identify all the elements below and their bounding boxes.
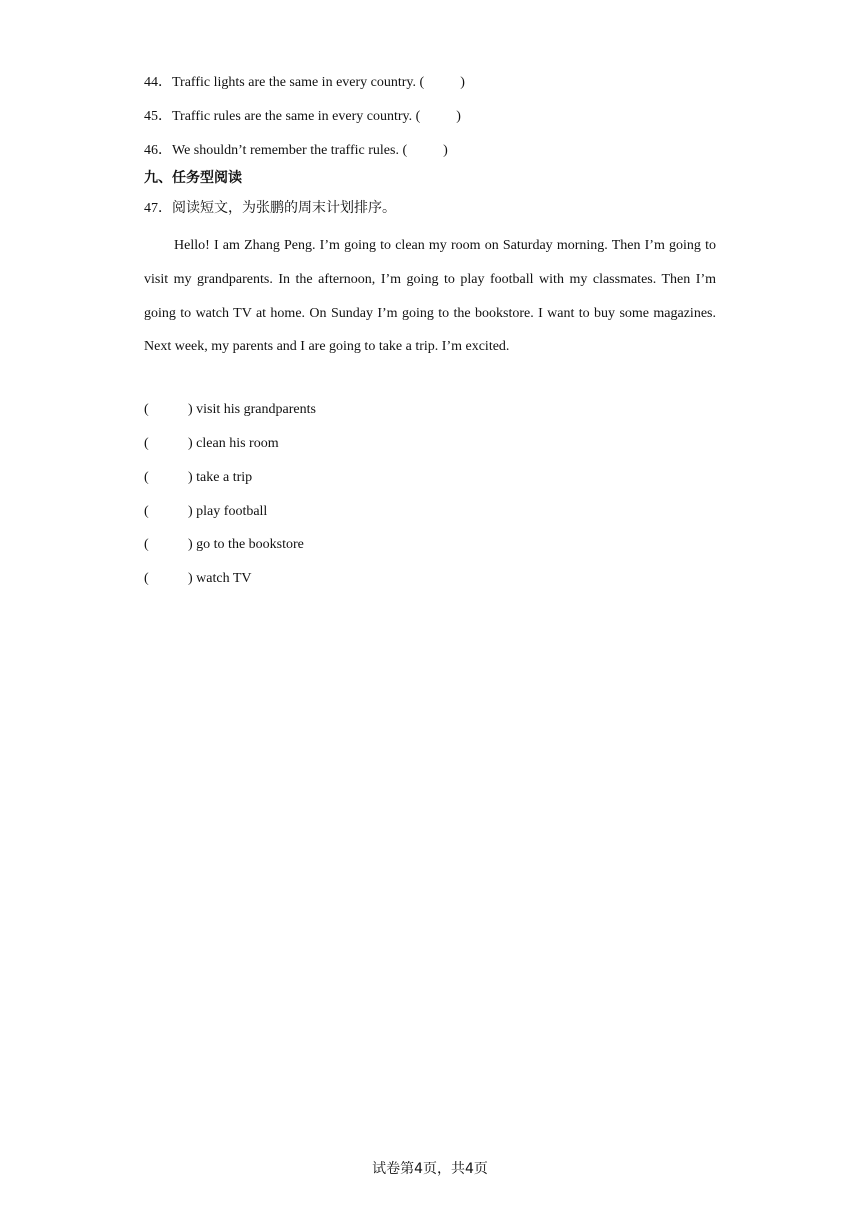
- order-option: [144, 469, 252, 487]
- option-text: play football: [196, 504, 268, 519]
- question-number: 47．: [144, 201, 172, 216]
- question-45: [144, 108, 461, 126]
- option-close-paren: ): [188, 571, 193, 586]
- option-text: go to the bookstore: [196, 537, 304, 552]
- order-option: [144, 503, 267, 521]
- option-open-paren[interactable]: (: [144, 504, 149, 519]
- option-close-paren: ): [188, 537, 193, 552]
- question-44: [144, 74, 465, 92]
- option-close-paren: ): [188, 436, 193, 451]
- option-text: watch TV: [196, 571, 252, 586]
- order-option: [144, 570, 252, 588]
- reading-passage: Hello! I am Zhang Peng. I’m going to clean my room on Saturday morning. Then I’m going to visit my grandparents. In the afternoon, I’m going to play football with my classmates. Then I’m going to watch TV at home. On Sunday I’m going to the bookstore. I want to buy some magazines. Next week, my parents and I are going to take a trip. I’m excited.: [144, 238, 716, 355]
- section-title: 九、任务型阅读: [144, 170, 242, 186]
- option-close-paren: ): [188, 470, 193, 485]
- question-number: 44．: [144, 75, 172, 90]
- task-instruction: 阅读短文，为张鹏的周末计划排序。: [172, 200, 396, 216]
- option-open-paren[interactable]: (: [144, 571, 149, 586]
- question-46: [144, 142, 448, 160]
- question-close-paren: ): [456, 109, 461, 124]
- order-option: [144, 435, 279, 453]
- question-number: 45．: [144, 109, 172, 124]
- option-text: visit his grandparents: [196, 402, 316, 417]
- order-option: [144, 536, 304, 554]
- question-text: Traffic rules are the same in every country. (: [172, 109, 421, 124]
- page-footer: 试卷第4页，共4页: [372, 1161, 488, 1177]
- option-open-paren[interactable]: (: [144, 470, 149, 485]
- question-number: 46．: [144, 143, 172, 158]
- question-47: [144, 199, 396, 218]
- option-open-paren[interactable]: (: [144, 436, 149, 451]
- question-close-paren: ): [443, 143, 448, 158]
- option-open-paren[interactable]: (: [144, 537, 149, 552]
- option-open-paren[interactable]: (: [144, 402, 149, 417]
- order-option: [144, 401, 316, 419]
- option-text: take a trip: [196, 470, 253, 485]
- option-close-paren: ): [188, 504, 193, 519]
- question-text: We shouldn’t remember the traffic rules. (: [172, 143, 408, 158]
- question-close-paren: ): [460, 75, 465, 90]
- question-text: Traffic lights are the same in every country. (: [172, 75, 425, 90]
- option-close-paren: ): [188, 402, 193, 417]
- option-text: clean his room: [196, 436, 279, 451]
